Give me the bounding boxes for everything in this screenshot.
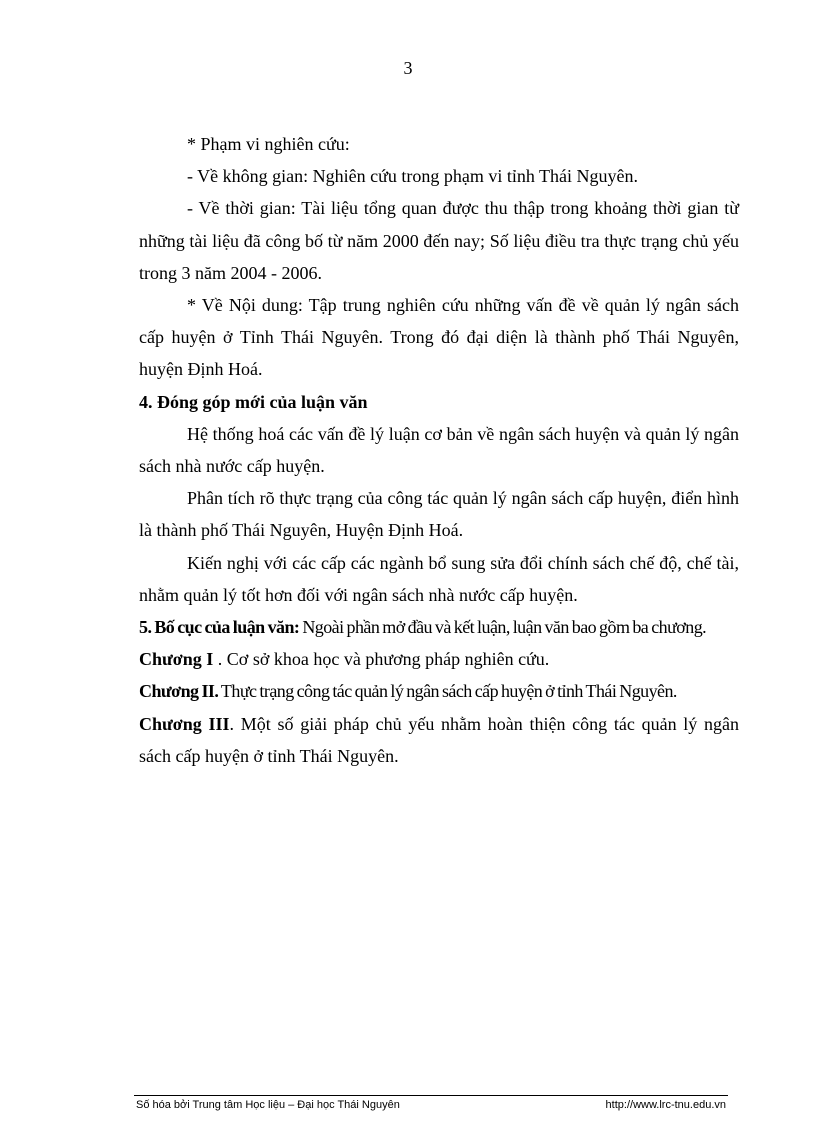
contribution-paragraph: Phân tích rõ thực trạng của công tác quản lý ngân sách cấp huyện, điển hình là thành phố Thái Nguyên, Huyện Định Hoá.: [139, 488, 739, 541]
footer-source: Số hóa bởi Trung tâm Học liệu – Đại học Thái Nguyên: [136, 1099, 400, 1111]
structure-heading: 5. Bố cục của luận văn:: [139, 617, 300, 638]
contribution-paragraph: Kiến nghị với các cấp các ngành bổ sung sửa đổi chính sách chế độ, chế tài, nhằm quản lý tốt hơn đối với ngân sách nhà nước cấp huyện.: [139, 552, 739, 605]
footer-url[interactable]: http://www.lrc-tnu.edu.vn: [605, 1099, 726, 1111]
page-number: 3: [403, 58, 413, 78]
scope-time: - Về thời gian: Tài liệu tổng quan được thu thập trong khoảng thời gian từ những tài liệu đã công bố từ năm 2000 đến nay; Số liệu điều tra thực trạng chủ yếu trong 3 năm 2004 - 2006.: [139, 198, 739, 283]
scope-space: - Về không gian: Nghiên cứu trong phạm vi tỉnh Thái Nguyên.: [187, 166, 639, 187]
structure-paragraph: [139, 611, 739, 643]
scope-heading: * Phạm vi nghiên cứu:: [187, 134, 350, 154]
contribution-heading: 4. Đóng góp mới của luận văn: [139, 391, 368, 412]
contribution-paragraph: Hệ thống hoá các vấn đề lý luận cơ bản về ngân sách huyện và quản lý ngân sách nhà nước cấp huyện.: [139, 423, 739, 477]
chapter-text: . Một số giải pháp chủ yếu nhằm hoàn thiện công tác quản lý ngân sách cấp huyện ở tỉnh Thái Nguyên.: [139, 713, 739, 766]
chapter-item: [139, 675, 739, 707]
structure-text: Ngoài phần mở đầu và kết luận, luận văn bao gồm ba chương.: [299, 617, 707, 638]
footer-divider: [134, 1095, 728, 1096]
chapter-item: [139, 643, 739, 675]
chapter-label: Chương I: [139, 649, 214, 670]
chapter-text: Thực trạng công tác quản lý ngân sách cấp huyện ở tỉnh Thái Nguyên.: [218, 681, 677, 702]
chapter-text: . Cơ sở khoa học và phương pháp nghiên cứu.: [213, 649, 550, 670]
chapter-item: [139, 708, 739, 772]
scope-content: * Về Nội dung: Tập trung nghiên cứu những vấn đề về quản lý ngân sách cấp huyện ở Tỉnh Thái Nguyên. Trong đó đại diện là thành phố Thái Nguyên, huyện Định Hoá.: [139, 295, 739, 380]
footer: [136, 1099, 726, 1111]
document-body: [139, 128, 739, 772]
chapter-label: Chương III: [139, 713, 230, 734]
chapter-label: Chương II.: [139, 681, 219, 702]
